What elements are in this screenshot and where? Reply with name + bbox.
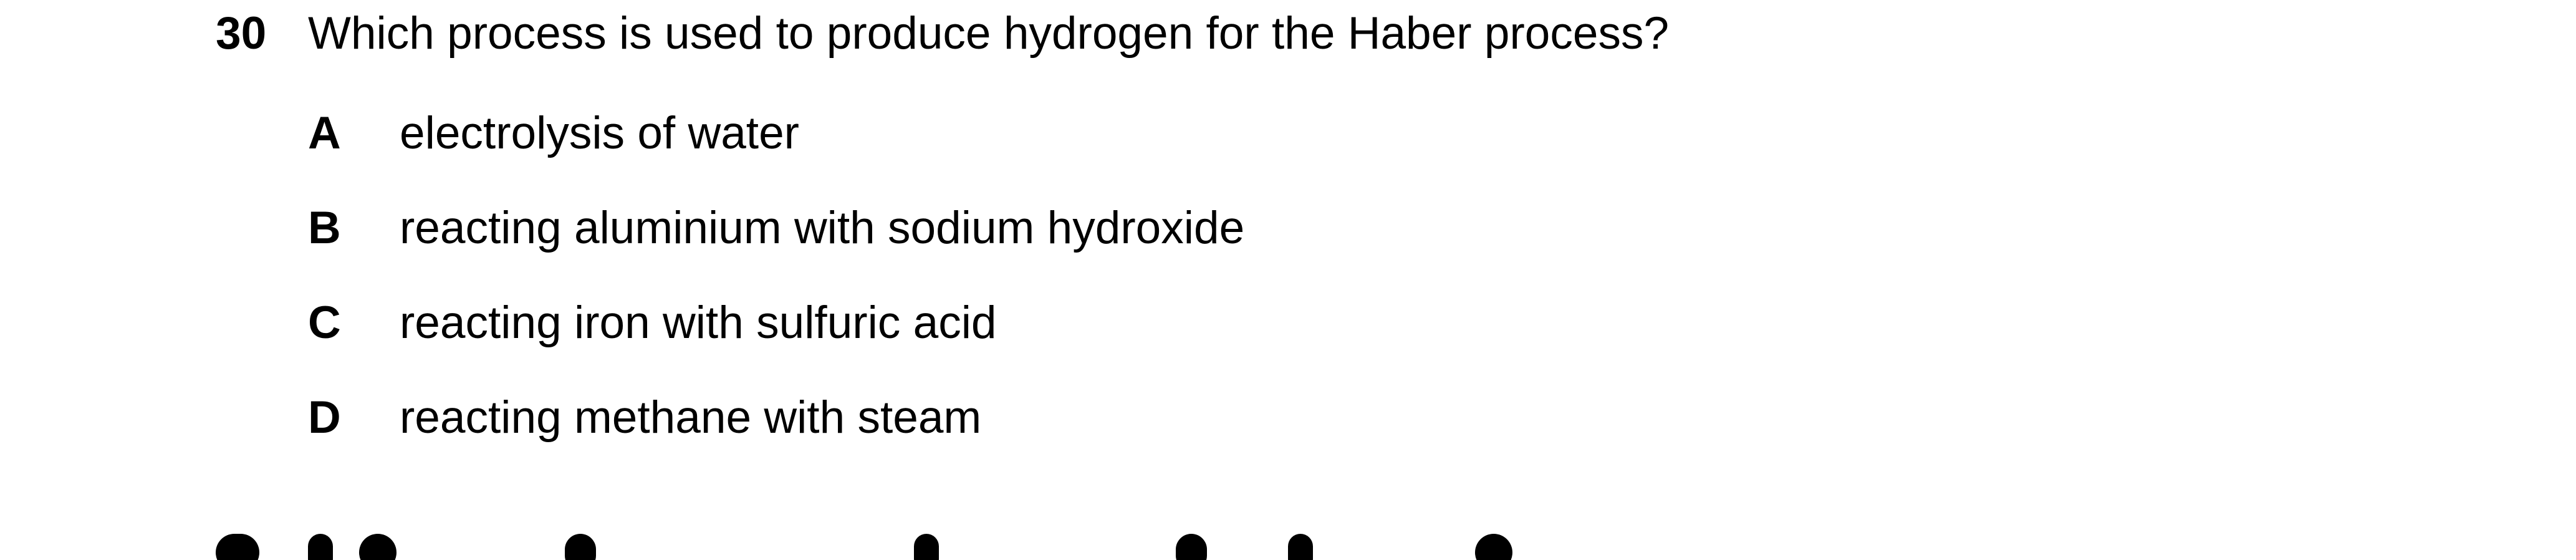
option-text: reacting methane with steam (400, 392, 982, 443)
option-a (308, 102, 2428, 165)
option-d (308, 387, 2428, 449)
option-b (308, 197, 2428, 259)
next-question-cutoff (216, 534, 1587, 560)
option-c (308, 292, 2428, 354)
option-text: electrolysis of water (400, 108, 799, 158)
option-letter: C (308, 297, 341, 348)
option-text: reacting iron with sulfuric acid (400, 297, 997, 348)
question-stem: Which process is used to produce hydrogen for the Haber process? (308, 8, 1670, 59)
option-letter: D (308, 392, 341, 443)
question-number: 30 (216, 8, 267, 59)
option-text: reacting aluminium with sodium hydroxide (400, 203, 1245, 253)
option-letter: B (308, 203, 341, 253)
question-30 (216, 2, 2460, 65)
option-letter: A (308, 108, 341, 158)
answer-options (308, 102, 2428, 481)
question-header (216, 2, 2460, 65)
